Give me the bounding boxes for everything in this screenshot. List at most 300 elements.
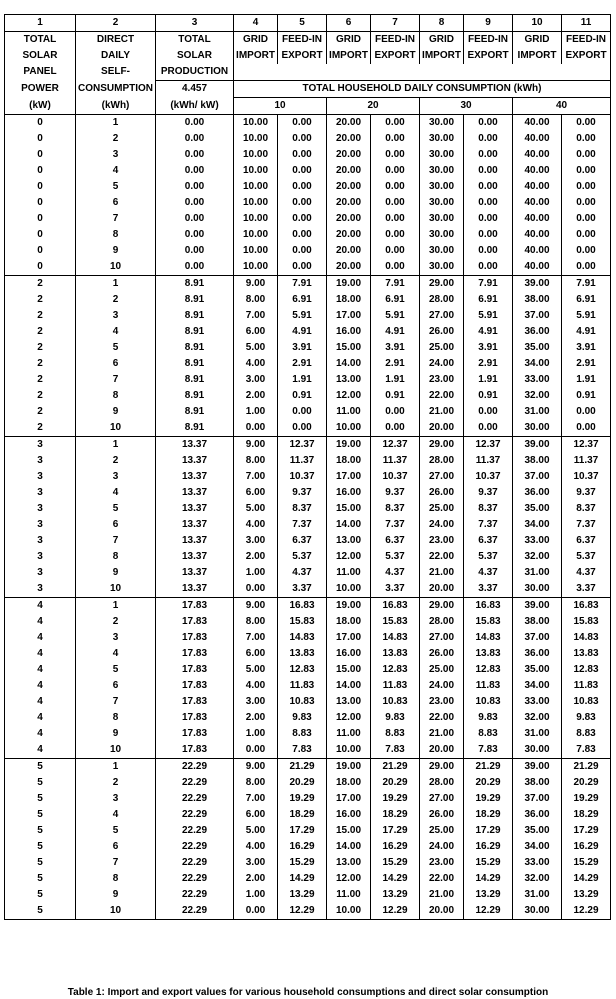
panel-power-cell: 2 [5,292,76,308]
self-consumption-cell: 1 [76,437,156,454]
table-row [5,710,611,726]
table-row [5,485,611,501]
solar-production-cell: 0.00 [156,259,234,276]
feed-in-export-20-cell: 12.83 [371,662,420,678]
solar-production-cell: 22.29 [156,855,234,871]
grid-import-40-cell: 31.00 [513,887,562,903]
panel-power-cell: 3 [5,469,76,485]
grid-import-10-cell: 5.00 [234,501,278,517]
self-consumption-cell: 5 [76,501,156,517]
feed-in-export-30-cell: 19.29 [464,791,513,807]
solar-production-cell: 13.37 [156,581,234,598]
grid-import-10-cell: 8.00 [234,453,278,469]
feed-in-export-10-cell: 13.29 [278,887,327,903]
feed-in-export-40-cell: 11.37 [562,453,611,469]
feed-in-export-30-cell: 3.37 [464,581,513,598]
grid-import-30-cell: 29.00 [420,276,464,293]
feed-in-export-40-cell: 0.00 [562,227,611,243]
feed-in-export-20-cell: 0.00 [371,420,420,437]
feed-in-export-20-cell: 7.83 [371,742,420,759]
panel-power-cell: 2 [5,324,76,340]
table-row [5,115,611,132]
grid-import-30-cell: 22.00 [420,388,464,404]
feed-in-export-20-cell: 20.29 [371,775,420,791]
feed-in-export-10-cell: 1.91 [278,372,327,388]
grid-import-20-cell: 19.00 [327,598,371,615]
col-number: 2 [76,15,156,32]
solar-production-cell: 13.37 [156,501,234,517]
solar-production-cell: 17.83 [156,694,234,710]
grid-import-20-cell: 14.00 [327,517,371,533]
grid-import-40-cell: 30.00 [513,903,562,920]
grid-import-10-cell: 1.00 [234,887,278,903]
grid-import-20-cell: 19.00 [327,759,371,776]
feed-in-export-30-cell: 2.91 [464,356,513,372]
feed-in-export-20-cell: 13.83 [371,646,420,662]
self-consumption-cell: 2 [76,292,156,308]
feed-in-export-40-cell: 0.00 [562,115,611,132]
feed-in-export-30-cell: 15.29 [464,855,513,871]
grid-import-20-cell: 12.00 [327,710,371,726]
grid-import-20-cell: 15.00 [327,823,371,839]
feed-in-export-30-cell: 0.00 [464,115,513,132]
grid-import-40-cell: 32.00 [513,388,562,404]
feed-in-export-30-cell: 6.37 [464,533,513,549]
grid-import-20-cell: 15.00 [327,501,371,517]
feed-in-export-40-cell: 4.37 [562,565,611,581]
grid-import-20-cell: 18.00 [327,292,371,308]
panel-power-cell: 5 [5,791,76,807]
feed-in-export-40-cell: 7.91 [562,276,611,293]
panel-power-cell: 4 [5,630,76,646]
feed-in-export-40-cell: 17.29 [562,823,611,839]
grid-import-30-cell: 22.00 [420,871,464,887]
panel-power-cell: 2 [5,356,76,372]
grid-import-30-cell: 23.00 [420,533,464,549]
feed-in-export-20-cell: 10.83 [371,694,420,710]
grid-import-10-cell: 2.00 [234,549,278,565]
feed-in-export-20-cell: 9.83 [371,710,420,726]
consumption-level: 30 [420,98,513,115]
col-number: 8 [420,15,464,32]
feed-in-export-20-cell: 14.83 [371,630,420,646]
self-consumption-cell: 8 [76,710,156,726]
grid-import-40-cell: 40.00 [513,131,562,147]
self-consumption-cell: 8 [76,227,156,243]
feed-in-export-30-cell: 11.83 [464,678,513,694]
table-row [5,549,611,565]
grid-import-10-cell: 5.00 [234,823,278,839]
feed-in-export-10-cell: 13.83 [278,646,327,662]
panel-power-cell: 2 [5,388,76,404]
feed-in-export-10-cell: 0.00 [278,115,327,132]
panel-power-cell: 3 [5,453,76,469]
grid-import-20-cell: 17.00 [327,308,371,324]
feed-in-export-10-cell: 19.29 [278,791,327,807]
table-row [5,775,611,791]
grid-import-40-cell: 36.00 [513,324,562,340]
panel-power-cell: 3 [5,565,76,581]
feed-in-export-10-cell: 21.29 [278,759,327,776]
grid-import-40-cell: 40.00 [513,259,562,276]
feed-in-export-20-cell: 15.83 [371,614,420,630]
panel-power-cell: 5 [5,775,76,791]
grid-import-30-cell: 24.00 [420,839,464,855]
grid-import-10-cell: 4.00 [234,356,278,372]
self-consumption-cell: 5 [76,340,156,356]
feed-in-export-30-cell: 8.83 [464,726,513,742]
table-row [5,292,611,308]
feed-in-export-40-cell: 3.37 [562,581,611,598]
solar-production-cell: 17.83 [156,614,234,630]
panel-power-cell: 3 [5,533,76,549]
grid-import-20-cell: 12.00 [327,871,371,887]
feed-in-export-20-cell: 5.91 [371,308,420,324]
table-row [5,517,611,533]
solar-production-cell: 22.29 [156,887,234,903]
feed-in-export-40-cell: 8.83 [562,726,611,742]
table-row [5,533,611,549]
feed-in-export-40-cell: 10.83 [562,694,611,710]
self-consumption-cell: 9 [76,565,156,581]
panel-power-cell: 5 [5,887,76,903]
feed-in-export-40-cell: 3.91 [562,340,611,356]
table-row [5,420,611,437]
feed-in-export-10-cell: 0.00 [278,404,327,420]
solar-production-cell: 0.00 [156,131,234,147]
feed-in-export-30-cell: 8.37 [464,501,513,517]
feed-in-export-20-cell: 17.29 [371,823,420,839]
grid-import-40-cell: 40.00 [513,179,562,195]
solar-production-cell: 8.91 [156,388,234,404]
feed-in-export-40-cell: 0.00 [562,243,611,259]
grid-import-20-cell: 15.00 [327,662,371,678]
self-consumption-cell: 9 [76,887,156,903]
feed-in-export-20-cell: 0.91 [371,388,420,404]
panel-power-cell: 0 [5,243,76,259]
feed-in-export-30-cell: 0.00 [464,163,513,179]
grid-import-30-cell: 30.00 [420,211,464,227]
grid-import-30-cell: 30.00 [420,147,464,163]
feed-in-export-10-cell: 5.37 [278,549,327,565]
table-body [5,115,611,920]
grid-import-20-cell: 16.00 [327,646,371,662]
solar-production-cell: 22.29 [156,871,234,887]
grid-import-10-cell: 2.00 [234,388,278,404]
grid-import-10-cell: 9.00 [234,276,278,293]
grid-import-30-cell: 29.00 [420,598,464,615]
solar-production-cell: 13.37 [156,517,234,533]
solar-production-cell: 8.91 [156,340,234,356]
self-consumption-cell: 1 [76,276,156,293]
grid-import-30-cell: 27.00 [420,308,464,324]
panel-power-cell: 3 [5,549,76,565]
feed-in-export-10-cell: 7.37 [278,517,327,533]
panel-power-header: PANEL [5,64,76,81]
feed-in-export-30-cell: 9.37 [464,485,513,501]
feed-in-export-20-cell: 1.91 [371,372,420,388]
grid-import-40-cell: 40.00 [513,115,562,132]
grid-import-30-cell: 21.00 [420,404,464,420]
grid-import-20-cell: 18.00 [327,453,371,469]
grid-import-20-cell: 15.00 [327,340,371,356]
solar-production-cell: 8.91 [156,324,234,340]
feed-in-export-40-cell: 1.91 [562,372,611,388]
self-consumption-cell: 3 [76,791,156,807]
grid-import-20-cell: 16.00 [327,807,371,823]
grid-import-10-cell: 10.00 [234,179,278,195]
grid-import-20-cell: 10.00 [327,581,371,598]
grid-import-20-cell: 10.00 [327,742,371,759]
table-row [5,243,611,259]
feed-in-export-20-cell: 7.91 [371,276,420,293]
table-row [5,694,611,710]
grid-import-20-cell: 20.00 [327,163,371,179]
self-consumption-cell: 6 [76,517,156,533]
feed-in-export-30-cell: 0.00 [464,259,513,276]
feed-in-export-40-cell: 0.00 [562,163,611,179]
grid-import-20-cell: 20.00 [327,211,371,227]
feed-in-export-10-cell: 4.91 [278,324,327,340]
feed-in-export-10-cell: 0.00 [278,420,327,437]
grid-import-30-cell: 25.00 [420,662,464,678]
feed-in-export-20-cell: 0.00 [371,147,420,163]
feed-in-export-10-cell: 11.83 [278,678,327,694]
grid-import-20-cell: 11.00 [327,404,371,420]
grid-import-40-cell: 34.00 [513,678,562,694]
solar-production-cell: 0.00 [156,243,234,259]
solar-production-cell: 22.29 [156,903,234,920]
grid-import-40-cell: 35.00 [513,662,562,678]
feed-in-export-30-cell: 20.29 [464,775,513,791]
feed-in-export-10-cell: 0.00 [278,195,327,211]
feed-in-export-20-cell: 3.91 [371,340,420,356]
feed-in-export-20-cell: 9.37 [371,485,420,501]
solar-production-cell: 0.00 [156,227,234,243]
grid-import-10-cell: 8.00 [234,292,278,308]
grid-import-10-cell: 7.00 [234,791,278,807]
self-consumption-cell: 3 [76,469,156,485]
self-consumption-cell: 1 [76,115,156,132]
panel-power-cell: 5 [5,903,76,920]
grid-import-40-cell: 31.00 [513,726,562,742]
feed-in-export-30-cell: 11.37 [464,453,513,469]
grid-import-20-cell: 17.00 [327,791,371,807]
grid-import-10-cell: 7.00 [234,630,278,646]
feed-in-export-40-cell: 6.91 [562,292,611,308]
grid-import-40-cell: 33.00 [513,533,562,549]
production-header: PRODUCTION [156,64,234,81]
table-row [5,614,611,630]
table-row [5,903,611,920]
grid-import-40-cell: 30.00 [513,742,562,759]
solar-production-cell: 13.37 [156,485,234,501]
col-number: 6 [327,15,371,32]
feed-in-export-20-cell: 11.37 [371,453,420,469]
production-header: TOTAL [156,32,234,49]
panel-power-cell: 0 [5,131,76,147]
feed-in-export-10-cell: 20.29 [278,775,327,791]
table-row [5,662,611,678]
solar-production-cell: 8.91 [156,308,234,324]
col-number: 4 [234,15,278,32]
feed-in-export-40-cell: 12.29 [562,903,611,920]
solar-production-cell: 13.37 [156,549,234,565]
feed-in-export-30-cell: 15.83 [464,614,513,630]
feed-in-export-30-cell: 5.37 [464,549,513,565]
feed-in-export-10-cell: 6.91 [278,292,327,308]
panel-power-cell: 0 [5,163,76,179]
grid-import-header: IMPORT [513,48,562,64]
table-row [5,807,611,823]
grid-import-30-cell: 25.00 [420,340,464,356]
feed-in-export-20-cell: 11.83 [371,678,420,694]
table-row [5,887,611,903]
feed-in-export-header: FEED-IN [562,32,611,49]
panel-power-cell: 0 [5,115,76,132]
feed-in-export-40-cell: 0.00 [562,404,611,420]
table-row [5,372,611,388]
self-consumption-cell: 8 [76,549,156,565]
feed-in-export-10-cell: 14.29 [278,871,327,887]
feed-in-export-20-cell: 8.83 [371,726,420,742]
self-consumption-cell: 5 [76,179,156,195]
feed-in-export-40-cell: 0.00 [562,131,611,147]
solar-production-cell: 8.91 [156,292,234,308]
grid-import-40-cell: 37.00 [513,469,562,485]
self-consumption-cell: 2 [76,453,156,469]
feed-in-export-30-cell: 16.29 [464,839,513,855]
grid-import-40-cell: 30.00 [513,581,562,598]
col-number: 7 [371,15,420,32]
grid-import-20-cell: 20.00 [327,195,371,211]
table-row [5,131,611,147]
grid-import-40-cell: 33.00 [513,372,562,388]
panel-power-cell: 4 [5,678,76,694]
panel-power-cell: 4 [5,742,76,759]
feed-in-export-20-cell: 12.37 [371,437,420,454]
solar-production-cell: 17.83 [156,598,234,615]
panel-power-cell: 4 [5,646,76,662]
self-consumption-cell: 6 [76,839,156,855]
grid-import-30-cell: 29.00 [420,759,464,776]
grid-import-30-cell: 22.00 [420,549,464,565]
table-row [5,823,611,839]
grid-import-20-cell: 11.00 [327,726,371,742]
grid-import-header: GRID [234,32,278,49]
grid-import-40-cell: 38.00 [513,453,562,469]
grid-import-20-cell: 10.00 [327,420,371,437]
panel-power-cell: 5 [5,839,76,855]
feed-in-export-10-cell: 0.00 [278,131,327,147]
solar-production-cell: 8.91 [156,404,234,420]
feed-in-export-30-cell: 0.00 [464,227,513,243]
grid-import-30-cell: 20.00 [420,903,464,920]
feed-in-export-20-cell: 16.83 [371,598,420,615]
feed-in-export-20-cell: 4.91 [371,324,420,340]
feed-in-export-header: EXPORT [562,48,611,64]
header-row-3 [5,64,611,81]
grid-import-10-cell: 10.00 [234,211,278,227]
grid-import-30-cell: 28.00 [420,453,464,469]
feed-in-export-40-cell: 4.91 [562,324,611,340]
grid-import-10-cell: 1.00 [234,726,278,742]
feed-in-export-40-cell: 0.00 [562,179,611,195]
grid-import-30-cell: 21.00 [420,726,464,742]
grid-import-40-cell: 37.00 [513,630,562,646]
grid-import-30-cell: 21.00 [420,565,464,581]
grid-import-20-cell: 20.00 [327,243,371,259]
feed-in-export-30-cell: 21.29 [464,759,513,776]
col-number: 3 [156,15,234,32]
consumption-level: 10 [234,98,327,115]
table-row [5,630,611,646]
feed-in-export-10-cell: 15.83 [278,614,327,630]
col-number: 9 [464,15,513,32]
grid-import-10-cell: 4.00 [234,839,278,855]
table-row [5,259,611,276]
table-row [5,726,611,742]
feed-in-export-40-cell: 13.29 [562,887,611,903]
feed-in-export-30-cell: 9.83 [464,710,513,726]
grid-import-40-cell: 39.00 [513,759,562,776]
feed-in-export-40-cell: 16.83 [562,598,611,615]
feed-in-export-header: FEED-IN [371,32,420,49]
feed-in-export-30-cell: 3.91 [464,340,513,356]
solar-production-cell: 0.00 [156,179,234,195]
feed-in-export-10-cell: 7.91 [278,276,327,293]
solar-production-cell: 13.37 [156,565,234,581]
grid-import-40-cell: 32.00 [513,710,562,726]
panel-power-header: TOTAL [5,32,76,49]
grid-import-40-cell: 39.00 [513,437,562,454]
grid-import-40-cell: 35.00 [513,823,562,839]
self-consumption-cell: 3 [76,147,156,163]
self-consumption-cell: 4 [76,163,156,179]
grid-import-header: IMPORT [420,48,464,64]
grid-import-20-cell: 17.00 [327,469,371,485]
feed-in-export-40-cell: 0.91 [562,388,611,404]
grid-import-20-cell: 13.00 [327,372,371,388]
table-row [5,324,611,340]
panel-power-cell: 2 [5,404,76,420]
panel-power-unit: (kW) [5,98,76,115]
solar-production-cell: 8.91 [156,276,234,293]
feed-in-export-30-cell: 7.37 [464,517,513,533]
feed-in-export-30-cell: 13.83 [464,646,513,662]
feed-in-export-20-cell: 13.29 [371,887,420,903]
solar-production-cell: 17.83 [156,742,234,759]
panel-power-cell: 5 [5,759,76,776]
feed-in-export-30-cell: 14.29 [464,871,513,887]
solar-production-cell: 22.29 [156,807,234,823]
feed-in-export-40-cell: 12.83 [562,662,611,678]
grid-import-40-cell: 34.00 [513,356,562,372]
feed-in-export-30-cell: 0.00 [464,179,513,195]
table-row [5,388,611,404]
feed-in-export-20-cell: 0.00 [371,227,420,243]
header-row-4 [5,81,611,98]
self-consumption-cell: 6 [76,678,156,694]
feed-in-export-20-cell: 0.00 [371,243,420,259]
grid-import-30-cell: 26.00 [420,485,464,501]
self-consumption-header: SELF- [76,64,156,81]
grid-import-10-cell: 3.00 [234,372,278,388]
feed-in-export-10-cell: 8.83 [278,726,327,742]
grid-import-30-cell: 25.00 [420,501,464,517]
feed-in-export-30-cell: 0.91 [464,388,513,404]
table-row [5,791,611,807]
